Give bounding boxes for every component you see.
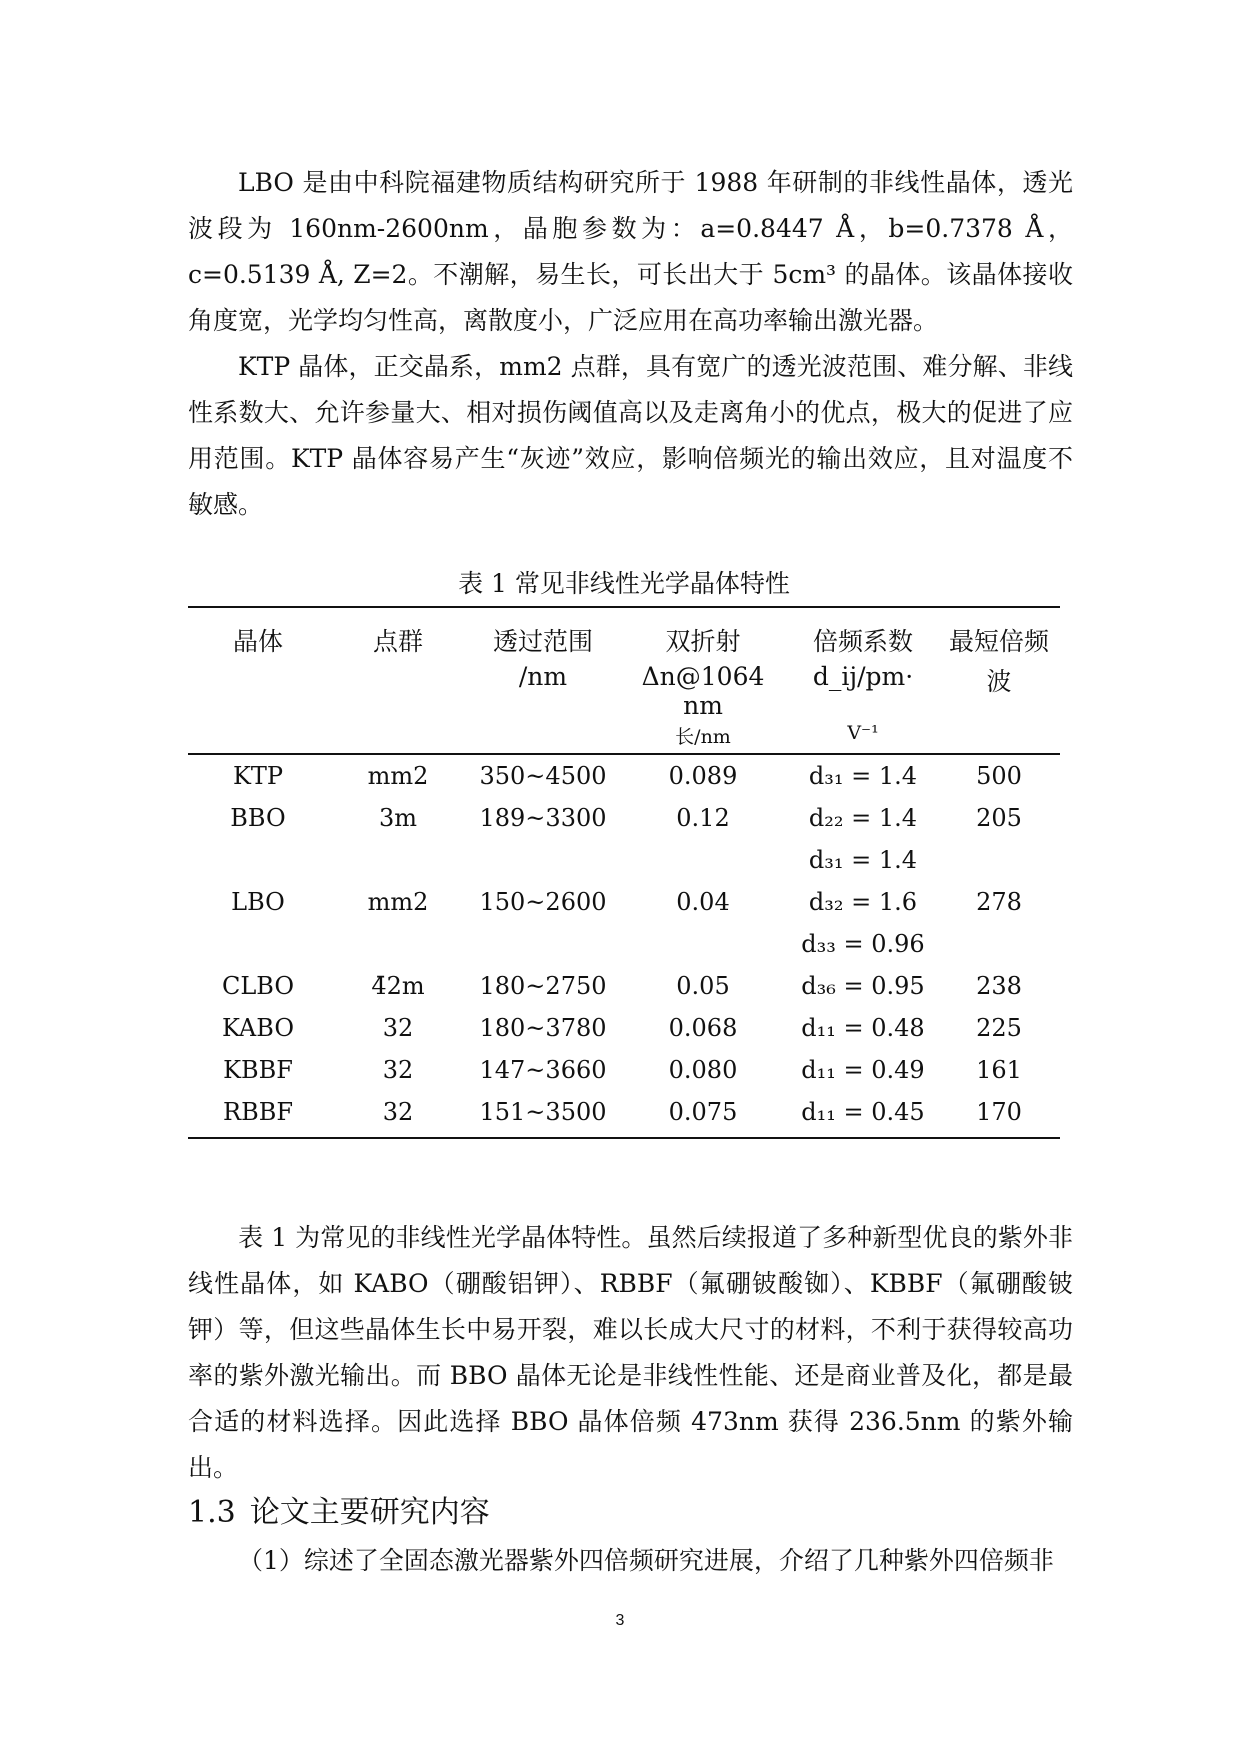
cell-birefringence: 0.12 [676, 804, 730, 832]
section-title: 论文主要研究内容 [249, 1495, 490, 1530]
header-range: 透过范围 [468, 607, 618, 661]
coefficient-value: d₃₁ = 1.4 [808, 762, 918, 790]
cell-coef [788, 965, 938, 1007]
paragraph-ktp [188, 344, 1073, 528]
cell-birefringence: 0.080 [668, 1056, 738, 1084]
cell-shortest: 170 [938, 1091, 1060, 1138]
paragraph-table-note [188, 1215, 1073, 1491]
coefficient-value: d₃₆ = 0.95 [801, 972, 925, 1000]
cell-crystal: CLBO [221, 972, 295, 1000]
cell-shortest: 161 [976, 1056, 1022, 1084]
cell-range: 180~2750 [479, 972, 607, 1000]
section-number: 1.3 [188, 1495, 236, 1530]
cell-crystal: RBBF [188, 1091, 328, 1138]
cell-birefringence: 0.089 [668, 762, 738, 790]
subheader2-range [468, 721, 618, 754]
coefficient-value: d₃₁ = 1.4 [808, 846, 918, 874]
cell-shortest: 205 [976, 804, 1022, 832]
table-row [188, 1007, 1060, 1049]
table-row [188, 797, 1060, 839]
subheader-point-group [328, 661, 468, 721]
cell-birefringence: 0.05 [676, 972, 730, 1000]
coefficient-value: d₂₂ = 1.4 [808, 804, 918, 832]
paragraph-table-note-text: 表 1 为常见的非线性光学晶体特性。虽然后续报道了多种新型优良的紫外非线性晶体，如 KABO（硼酸铝钾）、RBBF（氟硼铍酸铷）、KBBF（氟硼酸铍钾）等，但这些晶体生长中易开裂，难以长成大尺寸的材料，不利于获得较高功率的紫外激光输出。而 BBO 晶体无论是非线性性能、还是商业普及化，都是最合适的材料选择。因此选择 BBO 晶体倍频 473nm 获得 236.5nm 的紫外输出。 [188, 1223, 1073, 1482]
table-row [188, 965, 1060, 1007]
coefficient-value: d₁₁ = 0.48 [801, 1014, 925, 1042]
coefficient-value: d₁₁ = 0.49 [801, 1056, 925, 1084]
cell-birefringence: 0.068 [668, 1014, 738, 1042]
paragraph-lbo [188, 160, 1073, 344]
subheader-birefringence: Δn@1064 nm [641, 662, 765, 720]
table-subheader-row-2 [188, 721, 1060, 754]
paragraph-ktp-text: KTP 晶体，正交晶系，mm2 点群，具有宽广的透光波范围、难分解、非线性系数大、允许参量大、相对损伤阈值高以及走离角小的优点，极大的促进了应用范围。KTP 晶体容易产生“灰迹”效应，影响倍频光的输出效应，且对温度不敏感。 [188, 352, 1073, 519]
table-header-row [188, 607, 1060, 661]
cell-range: 189~3300 [479, 804, 607, 832]
header-coefficient: 倍频系数 [788, 607, 938, 661]
header-point-group: 点群 [328, 607, 468, 661]
cell-range: 147~3660 [479, 1056, 607, 1084]
subheader2-birefringence: 长/nm [618, 721, 788, 754]
subheader-crystal [188, 661, 328, 721]
header-birefringence: 双折射 [618, 607, 788, 661]
subheader2-point-group [328, 721, 468, 754]
cell-point-group: 3m [378, 804, 418, 832]
subheader-coefficient: d_ij/pm· [812, 662, 914, 691]
cell-coef [788, 1007, 938, 1049]
cell-point-group: 4̄2m [371, 972, 425, 1000]
table-row [188, 839, 1060, 965]
cell-range: 151~3500 [468, 1091, 618, 1138]
cell-crystal: LBO [231, 888, 285, 916]
paragraph-lbo-text: LBO 是由中科院福建物质结构研究所于 1988 年研制的非线性晶体，透光波段为 160nm-2600nm，晶胞参数为：a=0.8447 Å，b=0.7378 Å，c=0.5139 Å, Z=2。不潮解，易生长，可长出大于 5cm³ 的晶体。该晶体接收角度宽，光学均匀性高，离散度小，广泛应用在高功率输出激光器。 [188, 168, 1073, 335]
cell-crystal: KTP [232, 762, 284, 790]
table-subheader-row [188, 661, 1060, 721]
cell-point-group: mm2 [367, 888, 429, 916]
cell-birefringence: 0.075 [618, 1091, 788, 1138]
cell-point-group: 32 [382, 1014, 414, 1042]
table-body [188, 754, 1060, 1138]
cell-point-group: 32 [328, 1091, 468, 1138]
cell-shortest: 500 [976, 762, 1022, 790]
cell-coef [788, 1049, 938, 1091]
table-row [188, 754, 1060, 797]
subheader-shortest: 波 [986, 667, 1012, 696]
subheader2-shortest [938, 721, 1060, 754]
cell-birefringence: 0.04 [676, 888, 730, 916]
cell-shortest: 278 [976, 888, 1022, 916]
cell-range: 180~3780 [479, 1014, 607, 1042]
table-row [188, 1091, 1060, 1138]
cell-crystal: KBBF [223, 1056, 293, 1084]
coefficient-value: d₁₁ = 0.45 [801, 1098, 925, 1126]
cell-point-group: mm2 [367, 762, 429, 790]
crystal-properties-table [188, 606, 1060, 1139]
page-number: 3 [615, 1612, 625, 1629]
subheader2-coefficient: V⁻¹ [788, 721, 938, 754]
paragraph-content-1 [188, 1538, 1073, 1584]
section-heading [188, 1490, 490, 1536]
cell-range: 350~4500 [479, 762, 607, 790]
coefficient-value: d₃₂ = 1.6 [808, 888, 918, 916]
cell-range: 150~2600 [479, 888, 607, 916]
header-shortest: 最短倍频 [938, 607, 1060, 661]
subheader2-crystal [188, 721, 328, 754]
table-row [188, 1049, 1060, 1091]
coefficient-value: d₃₃ = 0.96 [801, 930, 925, 958]
cell-coef [788, 1091, 938, 1138]
header-crystal: 晶体 [188, 607, 328, 661]
cell-point-group: 32 [382, 1056, 414, 1084]
paragraph-content-1-text: （1）综述了全固态激光器紫外四倍频研究进展，介绍了几种紫外四倍频非 [238, 1546, 1054, 1575]
cell-coef [788, 754, 938, 797]
table-caption: 表 1 常见非线性光学晶体特性 [458, 569, 790, 598]
cell-crystal: BBO [230, 804, 286, 832]
cell-coef [788, 839, 938, 965]
subheader-range: /nm [518, 662, 568, 691]
cell-shortest: 225 [976, 1014, 1022, 1042]
cell-coef [788, 797, 938, 839]
cell-shortest: 238 [976, 972, 1022, 1000]
cell-crystal: KABO [221, 1014, 295, 1042]
